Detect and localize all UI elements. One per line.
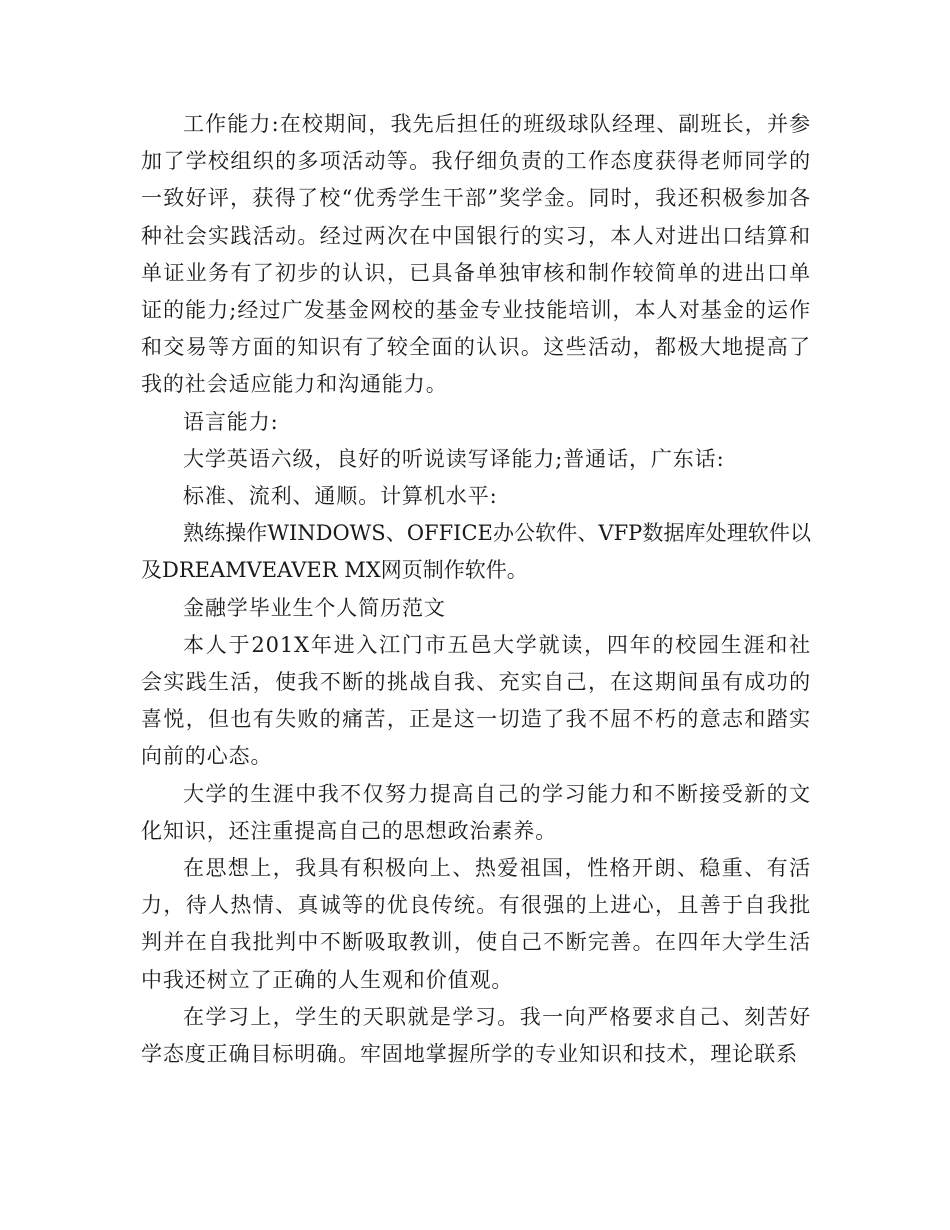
section-title: 金融学毕业生个人简历范文 [183, 595, 446, 620]
paragraph-work-ability: 工作能力:在校期间，我先后担任的班级球队经理、副班长，并参加了学校组织的多项活动等。我仔细负责的工作态度获得老师同学的一致好评，获得了校“优秀学生干部”奖学金。同时，我还积极参加各种社会实践活动。经过两次在中国银行的实习，本人对进出口结算和单证业务有了初步的认识，已具备单独审核和制作较简单的进出口单证的能力;经过广发基金网校的基金专业技能培训，本人对基金的运作和交易等方面的知识有了较全面的认识。这些活动，都极大地提高了我的社会适应能力和沟通能力。 [141, 112, 811, 397]
document-body [141, 106, 811, 1073]
paragraph-study: 在学习上，学生的天职就是学习。我一向严格要求自己、刻苦好学态度正确目标明确。牢固地掌握所学的专业知识和技术，理论联系 [141, 1004, 811, 1067]
paragraph-intro: 本人于201X年进入江门市五邑大学就读，四年的校园生涯和社会实践生活，使我不断的挑战自我、充实自己，在这期间虽有成功的喜悦，但也有失败的痛苦，正是这一切造了我不屈不朽的意志和踏实向前的心态。 [141, 632, 811, 769]
paragraph-computer-heading: 标准、流利、通顺。计算机水平: [183, 484, 498, 509]
paragraph-software-skills: 熟练操作WINDOWS、OFFICE办公软件、VFP数据库处理软件以及DREAMVEAVER MX网页制作软件。 [141, 521, 811, 583]
paragraph-ideology: 在思想上，我具有积极向上、热爱祖国，性格开朗、稳重、有活力，待人热情、真诚等的优良传统。有很强的上进心，且善于自我批判并在自我批判中不断吸取教训，使自己不断完善。在四年大学生活中我还树立了正确的人生观和价值观。 [141, 856, 811, 992]
paragraph-language-detail: 大学英语六级，良好的听说读写译能力;普通话，广东话: [183, 446, 725, 471]
paragraph-language-heading: 语言能力: [183, 409, 279, 434]
paragraph-university: 大学的生涯中我不仅努力提高自己的学习能力和不断接受新的文化知识，还注重提高自己的思想政治素养。 [141, 781, 811, 843]
